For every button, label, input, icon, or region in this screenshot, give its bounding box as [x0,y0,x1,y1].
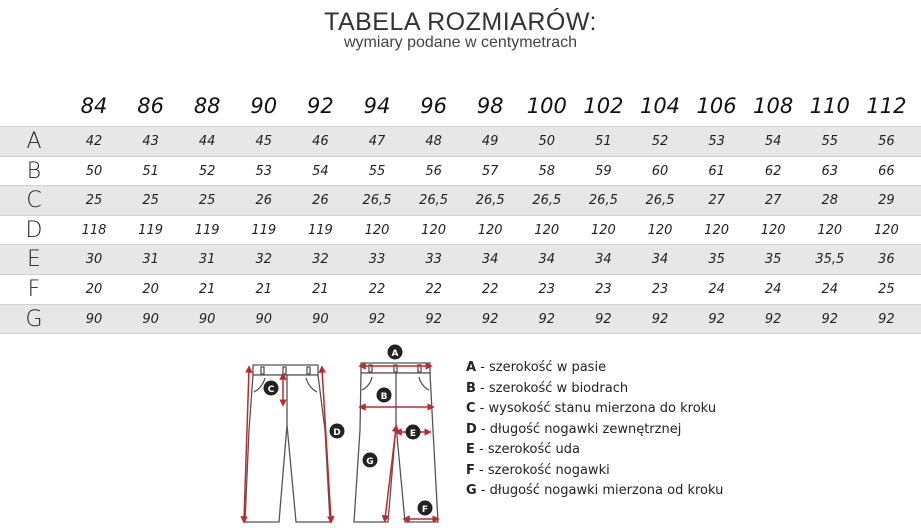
legend-letter: F [466,462,475,478]
row-letter: D [25,217,43,243]
table-cell: 21 [255,282,273,297]
table-cell: 92 [821,311,839,327]
table-cell: 90 [312,311,329,327]
table-cell: 35 [764,252,782,268]
table-cell: 120 [704,222,729,238]
table-cell: 23 [651,282,669,297]
table-cell: 24 [708,282,725,297]
table-cell: 20 [142,282,159,297]
table-cell: 27 [708,193,725,209]
table-cell: 23 [595,282,612,297]
table-cell: 120 [760,222,786,238]
legend-item [466,381,723,402]
table-cell: 56 [425,163,442,179]
legend-text: - szerokość uda [474,442,580,457]
table-cell: 26,5 [588,193,618,209]
legend-text: - szerokość nogawki [474,462,610,478]
table-cell: 120 [534,222,560,238]
table-cell: 49 [481,134,499,149]
table-cell: 20 [85,282,103,297]
table-cell: 55 [821,134,839,149]
size-header: 100 [526,94,567,118]
table-cell: 120 [873,222,899,238]
table-cell: 119 [251,222,277,238]
table-cell: 23 [538,282,556,297]
marker-e-label: E [409,429,417,439]
table-cell: 90 [142,311,159,327]
table-cell: 26,5 [645,193,675,209]
table-cell: 57 [481,163,499,179]
legend-item [466,463,723,484]
table-cell: 51 [595,134,612,149]
table-cell: 62 [764,163,782,179]
table-cell: 92 [651,311,669,327]
table-cell: 34 [651,252,669,268]
marker-d-label: D [333,428,341,438]
size-header: 86 [137,94,164,118]
table-cell: 59 [595,163,612,179]
table-cell: 56 [878,134,895,149]
table-cell: 61 [708,163,725,179]
table-cell: 120 [590,222,616,238]
table-cell: 31 [198,252,216,268]
table-cell: 35 [708,252,725,268]
row-letter: F [27,277,41,302]
table-cell: 27 [764,193,782,209]
table-cell: 52 [651,134,669,149]
legend-letter: E [466,442,475,457]
table-cell: 120 [364,222,390,238]
table-cell: 31 [142,252,159,268]
table-cell: 92 [481,311,499,327]
size-header: 98 [476,94,504,118]
legend-letter: C [466,401,476,416]
page-subtitle: wymiary podane w centymetrach [344,34,577,51]
table-cell: 26 [312,193,329,209]
table-cell: 92 [764,311,782,327]
table-cell: 92 [708,311,725,327]
table-cell: 119 [307,222,333,238]
table-cell: 22 [481,282,499,297]
table-cell: 43 [142,134,159,149]
row-letter: E [27,247,41,273]
table-cell: 66 [878,163,895,179]
table-cell: 25 [198,193,216,209]
table-cell: 30 [85,252,103,268]
table-cell: 120 [647,222,673,238]
table-cell: 26,5 [475,193,505,209]
size-header: 102 [583,94,624,118]
size-header: 84 [80,94,108,118]
table-cell: 21 [312,282,329,297]
marker-c-label: C [267,385,275,395]
table-cell: 63 [821,163,839,179]
table-cell: 26 [255,193,273,209]
size-header: 106 [696,94,737,118]
table-cell: 25 [878,282,895,297]
table-cell: 120 [817,222,843,238]
table-cell: 32 [255,252,273,268]
legend-letter: A [466,360,477,375]
table-cell: 92 [538,311,556,327]
table-cell: 45 [255,134,273,149]
row-letter: G [25,306,43,332]
table-cell: 22 [425,282,442,297]
legend-item [466,422,723,443]
legend-text: - długość nogawki zewnętrznej [476,421,682,437]
table-cell: 90 [85,311,103,327]
size-header: 110 [809,94,850,118]
table-cell: 34 [595,252,612,268]
marker-g-label: G [366,457,374,467]
table-cell: 90 [198,311,216,327]
legend-letter: D [466,421,477,437]
size-header: 94 [363,94,391,118]
table-cell: 54 [764,134,782,149]
size-header: 96 [420,94,447,118]
legend-item [466,442,723,463]
legend-item [466,360,723,381]
legend-item [466,401,723,422]
row-letter: B [26,158,42,184]
row-letter: C [26,188,42,214]
table-cell: 25 [85,193,103,209]
table-cell: 90 [255,311,273,327]
row-letter: A [26,129,42,154]
table-cell: 34 [481,252,499,268]
table-cell: 92 [368,311,386,327]
table-cell: 47 [368,134,386,149]
table-cell: 50 [538,134,556,149]
marker-b-label: B [380,392,388,402]
table-cell: 60 [651,163,669,179]
size-header: 90 [250,94,278,118]
table-cell: 119 [194,222,220,238]
legend-item [466,483,723,504]
table-cell: 42 [85,134,103,149]
table-cell: 26,5 [532,193,562,209]
size-header: 108 [753,94,794,118]
marker-a-label: A [391,349,399,359]
legend-text: - szerokość w pasie [476,360,607,375]
table-cell: 22 [368,282,386,297]
table-cell: 21 [198,282,216,297]
size-header: 88 [193,94,221,118]
table-cell: 58 [538,163,556,179]
size-header: 104 [639,94,681,118]
table-cell: 24 [764,282,782,297]
table-cell: 26,5 [419,193,449,209]
table-cell: 33 [368,252,386,268]
table-cell: 120 [421,222,446,238]
legend-text: - długość nogawki mierzona od kroku [476,483,724,498]
size-header: 92 [307,94,334,118]
table-cell: 53 [255,163,273,179]
trousers-front-outline [245,365,330,522]
table-cell: 28 [821,193,839,209]
legend-text: - szerokość w biodrach [475,380,629,396]
table-cell: 92 [595,311,612,327]
trousers-back-outline [354,363,438,522]
table-cell: 35,5 [815,252,845,268]
table-cell: 50 [85,163,103,179]
table-cell: 24 [821,282,839,297]
table-cell: 118 [81,222,107,238]
table-cell: 48 [425,134,442,149]
table-cell: 32 [312,252,329,268]
legend-text: - wysokość stanu mierzona do kroku [475,401,717,416]
page-title: TABELA ROZMIARÓW: [324,8,597,36]
table-cell: 46 [312,134,329,149]
legend-letter: G [466,483,477,498]
table-cell: 44 [198,134,216,149]
table-cell: 25 [142,193,159,209]
table-cell: 92 [878,311,895,327]
measurement-legend [466,360,723,504]
table-cell: 119 [138,222,163,238]
marker-f-label: F [421,505,429,515]
legend-letter: B [466,380,476,396]
table-cell: 33 [425,252,442,268]
table-cell: 55 [368,163,386,179]
size-header: 112 [866,94,907,118]
table-cell: 92 [425,311,442,327]
table-cell: 53 [708,134,725,149]
table-cell: 51 [142,163,159,179]
table-cell: 29 [878,193,895,209]
table-cell: 54 [312,163,329,179]
table-cell: 36 [878,252,895,268]
table-cell: 52 [198,163,216,179]
table-cell: 34 [538,252,556,268]
table-cell: 120 [477,222,503,238]
table-cell: 26,5 [362,193,392,209]
